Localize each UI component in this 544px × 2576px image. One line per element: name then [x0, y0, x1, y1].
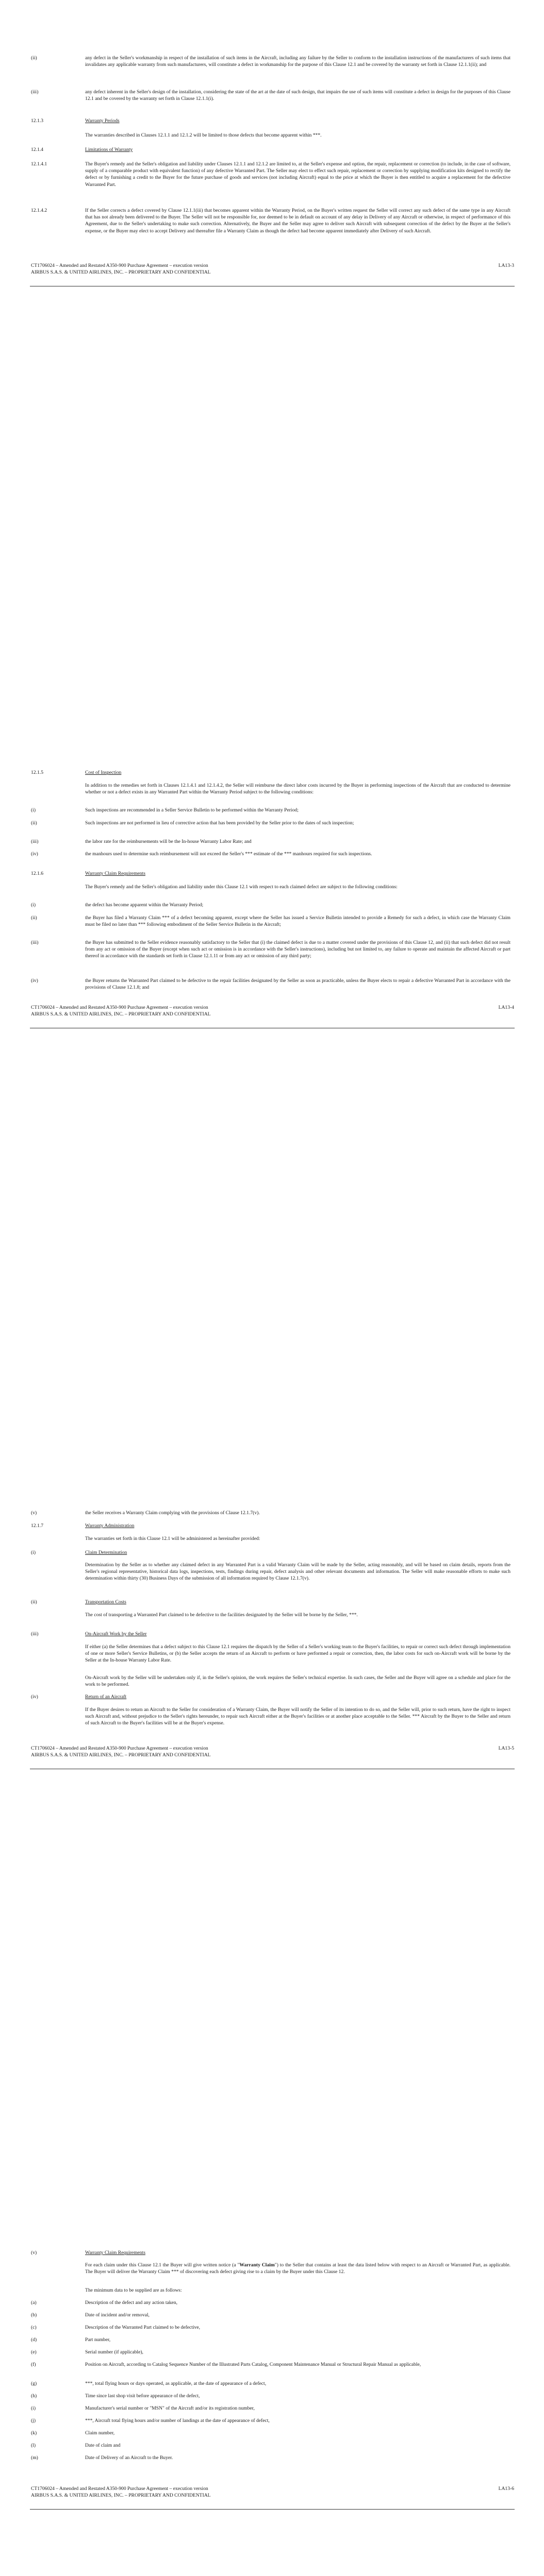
item-text: The cost of transporting a Warranted Part claimed to be defective to the facilities designated by the Seller will be borne by the Seller, ***. — [85, 1612, 358, 1618]
item-text: Such inspections are recommended in a Seller Service Bulletin to be performed within the Warranty Period; — [85, 807, 299, 813]
item-label: (j) — [31, 2418, 36, 2424]
item-text: Part number, — [85, 2337, 111, 2343]
item-text: the Buyer returns the Warranted Part claimed to be defective to the repair facilities designated by the Seller as soon as practicable, unless the Buyer elects to repair a defective Warranted Part in accordance with the provisions of Clause 12.1.8; and — [85, 978, 510, 991]
clause-number: 12.1.3 — [31, 118, 43, 124]
clause-heading: Warranty Claim Requirements — [85, 871, 145, 876]
item-text: the Buyer has filed a Warranty Claim *** of a defect becoming apparent, except where the Seller has issued a Service Bulletin intended to provide a Remedy for such a defect, in which case the Warranty Claim must be filed no later than *** following embodiment of the Seller Service Bulletin in the Aircraft; — [85, 915, 510, 928]
item-label: (b) — [31, 2312, 37, 2318]
item-text: any defect inherent in the Seller's design of the installation, considering the state of the art at the date of such design, that impairs the use of such items will constitute a defect in design for the purposes of this Clause 12.1 and be covered by the warranty set forth in Clause 12.1.1(i). — [85, 89, 510, 102]
item-text: Date of claim and — [85, 2443, 121, 2448]
item-label: (v) — [31, 1510, 37, 1516]
item-label: (iv) — [31, 1694, 38, 1700]
footer-line-2: AIRBUS S.A.S. & UNITED AIRLINES, INC. – PROPRIETARY AND CONFIDENTIAL — [31, 1011, 211, 1017]
item-label: (ii) — [31, 1599, 37, 1605]
item-text: The warranties set forth in this Clause 12.1 will be administered as hereinafter provided: — [85, 1536, 260, 1541]
clause-heading: Warranty Periods — [85, 118, 120, 124]
clause-heading: On-Aircraft Work by the Seller — [85, 1631, 147, 1637]
footer-line-2: AIRBUS S.A.S. & UNITED AIRLINES, INC. – PROPRIETARY AND CONFIDENTIAL — [31, 269, 211, 275]
item-label: (iv) — [31, 978, 38, 984]
item-label: (iii) — [31, 839, 39, 844]
item-text: ***, Aircraft total flying hours and/or number of landings at the date of appearance of defect, — [85, 2418, 270, 2424]
item-text — [85, 2262, 510, 2275]
item-text: Description of the defect and any action taken, — [85, 2300, 178, 2306]
item-text: any defect in the Seller's workmanship in respect of the installation of such items in the Aircraft, including any failure by the Seller to conform to the installation instructions of the manufacturers of such items that invalidates any applicable warranty from such manufacturers, will constitute a defect in workmanship for the purpose of this Clause 12.1 and be covered by the warranty set forth in Clause 12.1.1(ii); and — [85, 55, 510, 68]
item-text: Claim number, — [85, 2430, 115, 2436]
item-text: Serial number (if applicable), — [85, 2349, 143, 2355]
item-text: Manufacturer's serial number or "MSN" of the Aircraft and/or its registration number, — [85, 2405, 255, 2411]
clause-number: 12.1.4.2 — [31, 208, 47, 213]
footer-line-1: CT1706024 – Amended and Restated A350-900 Purchase Agreement – execution version — [31, 2486, 208, 2492]
page-number: LA13-3 — [498, 263, 514, 268]
item-label: (m) — [31, 2455, 38, 2461]
item-text: The warranties described in Clauses 12.1.1 and 12.1.2 will be limited to those defects that become apparent within ***. — [85, 132, 322, 138]
item-text: the Seller receives a Warranty Claim complying with the provisions of Clause 12.1.7(v). — [85, 1510, 260, 1516]
item-text: Determination by the Seller as to whether any claimed defect in any Warranted Part is a valid Warranty Claim will be made by the Seller, acting reasonably, and will be based on claim details, reports from the Seller's regional representative, historical data logs, inspections, tests, findings during repair, defect analysis and other relevant documents and information. The Seller will make reasonable efforts to make such determination within thirty (30) Business Days of the submission of all information required by Clause 12.1.7(v). — [85, 1562, 510, 1582]
item-label: (a) — [31, 2300, 37, 2306]
clause-heading: Cost of Inspection — [85, 770, 122, 775]
clause-number: 12.1.7 — [31, 1523, 43, 1529]
item-text: the defect has become apparent within the Warranty Period; — [85, 902, 204, 908]
clause-number: 12.1.4 — [31, 147, 43, 152]
page-divider — [30, 2509, 515, 2510]
item-text: Position on Aircraft, according to Catalog Sequence Number of the Illustrated Parts Catalog, Component Maintenance Manual or Structural Repair Manual as applicable, — [85, 2362, 421, 2367]
clause-heading: Warranty Claim Requirements — [85, 2250, 145, 2256]
item-text: If the Seller corrects a defect covered by Clause 12.1.1(iii) that becomes apparent within the Warranty Period, on the Buyer's written request the Seller will correct any such defect of the same type in any Aircraft that has not already been delivered to the Buyer. The Seller will not be responsible for, nor deemed to be in default on account of any delay in Delivery of any Aircraft or otherwise, in respect of performance of this Agreement, due to the Seller's undertaking to make such correction. Alternatively, the Buyer and the Seller may agree to deliver such Aircraft with subsequent correction of the defect by the Buyer at the Seller's expense, or the Buyer may elect to accept Delivery and thereafter file a Warranty Claim as though the defect had become apparent immediately after Delivery of such Aircraft. — [85, 208, 510, 234]
footer-line-2: AIRBUS S.A.S. & UNITED AIRLINES, INC. – PROPRIETARY AND CONFIDENTIAL — [31, 1752, 211, 1758]
footer-line-2: AIRBUS S.A.S. & UNITED AIRLINES, INC. – PROPRIETARY AND CONFIDENTIAL — [31, 2493, 211, 2498]
item-text: If the Buyer desires to return an Aircraft to the Seller for consideration of a Warranty Claim, the Buyer will notify the Seller of its intention to do so, and the Seller will, prior to such return, have the right to inspect such Aircraft and, without prejudice to the Seller's rights hereunder, to repair such Aircraft either at the Buyer's facilities or at another place acceptable to the Seller. *** Aircraft by the Buyer to the Seller and return of such Aircraft to the Buyer's facilities will be at the Buyer's expense. — [85, 1707, 510, 1726]
item-label: (iii) — [31, 940, 39, 945]
clause-heading: Claim Determination — [85, 1550, 127, 1555]
item-text: The Buyer's remedy and the Seller's obligation and liability under Clauses 12.1.1 and 12.1.2 are limited to, at the Seller's expense and option, the repair, replacement or correction (to include, in the case of software, supply of a comparable product with equivalent function) of any defective Warranted Part. The Seller may elect to effect such repair, replacement or correction by supplying modification kits designed to rectify the defect or by furnishing a credit to the Buyer for the future purchase of goods and services (not including Aircraft) equal to the price at which the Buyer is then entitled to acquire a replacement for the defective Warranted Part. — [85, 161, 510, 188]
item-label: (f) — [31, 2362, 36, 2367]
item-label: (iv) — [31, 851, 38, 857]
item-label: (g) — [31, 2381, 37, 2386]
item-text: The Buyer's remedy and the Seller's obligation and liability under this Clause 12.1 with respect to each claimed defect are subject to the following conditions: — [85, 884, 398, 890]
page-number: LA13-6 — [498, 2486, 514, 2492]
item-text: The minimum data to be supplied are as follows: — [85, 2287, 182, 2293]
clause-heading: Return of an Aircraft — [85, 1694, 127, 1700]
item-text: Time since last shop visit before appearance of the defect, — [85, 2393, 200, 2399]
item-text: In addition to the remedies set forth in Clauses 12.1.4.1 and 12.1.4.2, the Seller will reimburse the direct labor costs incurred by the Buyer in performing inspections of the Aircraft that are conducted to determine whether or not a defect exists in any Warranted Part within the Warranty Period subject to the following conditions: — [85, 783, 510, 795]
item-label: (k) — [31, 2430, 37, 2436]
footer-line-1: CT1706024 – Amended and Restated A350-900 Purchase Agreement – execution version — [31, 263, 208, 268]
item-label: (ii) — [31, 55, 37, 61]
clause-heading: Warranty Administration — [85, 1523, 135, 1529]
item-label: (i) — [31, 902, 36, 908]
footer-line-1: CT1706024 – Amended and Restated A350-900 Purchase Agreement – execution version — [31, 1745, 208, 1751]
item-label: (iii) — [31, 1631, 39, 1637]
page-number: LA13-5 — [498, 1745, 514, 1751]
claim-text-before: For each claim under this Clause 12.1 the Buyer will give written notice (a " — [85, 2262, 240, 2268]
clause-number: 12.1.4.1 — [31, 161, 47, 167]
item-text: Such inspections are not performed in lieu of corrective action that has been provided by the Seller prior to the dates of such inspection; — [85, 820, 354, 826]
item-label: (ii) — [31, 915, 37, 921]
item-label: (iii) — [31, 89, 39, 95]
item-text: Date of Delivery of an Aircraft to the Buyer. — [85, 2455, 173, 2461]
clause-number: 12.1.6 — [31, 871, 43, 876]
item-text: On-Aircraft work by the Seller will be undertaken only if, in the Seller's opinion, the work requires the Seller's technical expertise. In such cases, the Seller and the Buyer will agree on a schedule and place for the work to be performed. — [85, 1675, 510, 1688]
item-label: (i) — [31, 807, 36, 813]
item-label: (ii) — [31, 820, 37, 826]
clause-heading: Transportation Costs — [85, 1599, 126, 1605]
item-label: (h) — [31, 2393, 37, 2399]
item-label: (c) — [31, 2325, 37, 2330]
claim-text-after: ") to the Seller that contains at least the data listed below with respect to an Aircraft or Warranted Part, as applicable. The Buyer will deliver the Warranty Claim *** of discovering each defect giving rise to a claim by the Buyer under this Clause 12. — [85, 2262, 510, 2275]
item-label: (e) — [31, 2349, 37, 2355]
footer-line-1: CT1706024 – Amended and Restated A350-900 Purchase Agreement – execution version — [31, 1005, 208, 1010]
item-text: the manhours used to determine such reimbursement will not exceed the Seller's *** estimate of the *** manhours required for such inspections. — [85, 851, 372, 857]
item-label: (i) — [31, 1550, 36, 1555]
item-label: (d) — [31, 2337, 37, 2343]
item-text: Description of the Warranted Part claimed to be defective, — [85, 2325, 201, 2330]
page-number: LA13-4 — [498, 1005, 514, 1010]
item-text: the labor rate for the reimbursements will be the In-house Warranty Labor Rate; and — [85, 839, 252, 844]
item-text: If either (a) the Seller determines that a defect subject to this Clause 12.1 requires the dispatch by the Seller of a Seller's working team to the Buyer's facilities, to repair or correct such defect through implementation of one or more Seller's Service Bulletins, or (b) the Seller accepts the return of an Aircraft to perform or have performed a repair or correction, then, the labor costs for such on-Aircraft work will be borne by the Seller at the In-house Warranty Labor Rate. — [85, 1644, 510, 1664]
item-text: Date of incident and/or removal, — [85, 2312, 150, 2318]
item-text: the Buyer has submitted to the Seller evidence reasonably satisfactory to the Seller that (i) the claimed defect is due to a matter covered under the provisions of this Clause 12, and (ii) that such defect did not result from any act or omission of the Buyer (except when such act or omission is in accordance with the Seller's instructions), including but not limited to, any failure to operate and maintain the affected Aircraft or part thereof in accordance with the standards set forth in Clause 12.1.11 or from any act or omission of any third party; — [85, 940, 510, 959]
item-label: (l) — [31, 2443, 36, 2448]
item-label: (v) — [31, 2250, 37, 2256]
item-text: ***, total flying hours or days operated, as applicable, at the date of appearance of a defect, — [85, 2381, 267, 2386]
clause-heading: Limitations of Warranty — [85, 147, 133, 152]
claim-term: Warranty Claim — [239, 2262, 275, 2268]
clause-number: 12.1.5 — [31, 770, 43, 775]
item-label: (i) — [31, 2405, 36, 2411]
